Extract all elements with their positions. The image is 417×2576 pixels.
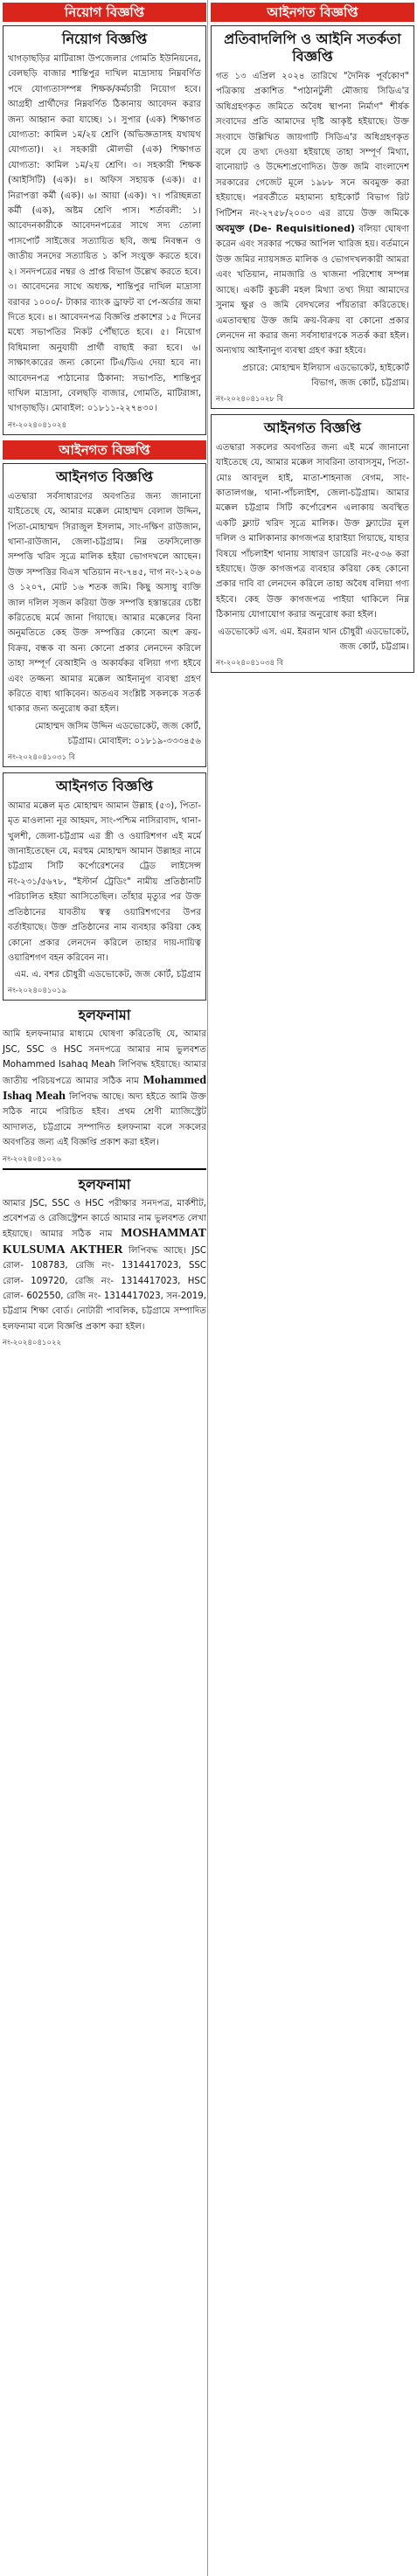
notice-signature: প্রচারে: মোহাম্মদ ইলিয়াস এডভোকেট, হাইকোর্ট বিভাগ, জজ কোর্ট, চট্টগ্রাম। [242, 363, 409, 388]
notice-heading: প্রতিবাদলিপি ও আইনি সতর্কতা বিজ্ঞপ্তি [224, 31, 401, 65]
affidavit-heading: হলফনামা [78, 1007, 131, 1024]
notice-ref: নং-২০২৪০৪১০৩৪ বি [216, 658, 283, 668]
notice-emphasis: অবমুক্ত (De- Requisitioned) [216, 223, 356, 235]
notice-box [3, 463, 206, 767]
notice-body: আমার মক্কেল মৃত মোহাম্মদ আমান উল্লাহ (৫৩), পিতা-মৃত মাওলানা নূর আহমদ, সাং-পশ্চিম নাসিরাবাদ, থানা-খুলশী, জেলা-চট্টগ্রাম এর স্ত্রী ও ওয়ারিশগণ এই মর্মে জানাইতেছেন যে, মরহুম মোহাম্মদ আমান উল্লাহর নামে চট্টগ্রাম সিটি কর্পোরেশনের ট্রেড লাইসেন্স নং-২৩১/৫৬৭৮, "ইস্টার্ন ট্রেডিং" নামীয় প্রতিষ্ঠানটি পরিচালিত হইয়া আসিতেছিল। তাঁহার মৃত্যুর পর উক্ত প্রতিষ্ঠানের যাবতীয় স্বত্ব ওয়ারিশগণের উপর বর্তাইয়াছে। উক্ত প্রতিষ্ঠানের নাম ব্যবহার করিয়া কেহ কোনো প্রকার লেনদেন করিলে তাহার দায়-দায়িত্ব ওয়ারিশগণ বহন করিবেন না। [8, 800, 201, 963]
notice-ref: নং-২০২৪০৪১০২৪ [8, 420, 67, 430]
recruitment-notice [3, 3, 206, 435]
affidavit-text-2: লিপিবদ্ধ আছে। অদ্য হইতে আমি উক্ত সঠিক নামে পরিচিত হইব। প্রথম শ্রেণী ম্যাজিস্ট্রেট আদালত, চট্টগ্রামে সম্পাদিত হলফনামা বলে সকলের অবগতির জন্য এই বিজ্ঞপ্তি প্রকাশ করা হইল। [3, 1091, 206, 1148]
notice-box [211, 25, 414, 409]
notice-body: এতদ্বারা সকলের অবগতির জন্য এই মর্মে জানানো যাইতেছে যে, আমার মক্কেল সাবরিনা তাবাসসুম, পিতা-মোঃ আবদুল হাই, মাতা-শাহনাজ বেগম, সাং-কাতালগঞ্জ, থানা-পাঁচলাইশ, জেলা-চট্টগ্রাম। আমার মক্কেল চট্টগ্রাম সিটি কর্পোরেশন এলাকায় অবস্থিত একটি ফ্ল্যাট খরিদ সূত্রে মালিক। উক্ত ফ্ল্যাটের মূল দলিল ও মালিকানার কাগজপত্র হারাইয়া গিয়াছে, যাহার বিষয়ে পাঁচলাইশ থানায় সাধারণ ডায়েরি নং-৫৩৬ করা হইয়াছে। উক্ত কাগজপত্র ব্যবহার করিয়া কেহ কোনো প্রকার দাবি বা লেনদেন করিলে তাহা অবৈধ বলিয়া গণ্য হইবে। কেহ উক্ত কাগজপত্র পাইয়া থাকিলে নিম্ন ঠিকানায় যোগাযোগ করার অনুরোধ করা হইল। [216, 442, 409, 620]
notice-box [3, 772, 206, 1001]
notice-body: খাগড়াছড়ির মাটিরাঙ্গা উপজেলার গোমতি ইউনিয়নের, বেলছড়ি বাজার শান্তিপুর দাখিল মাদ্রাসায় নিম্নবর্ণিত পদে যোগ্যতাসম্পন্ন শিক্ষক/কর্মচারী নিয়োগ হবে। আগ্রহী প্রার্থীদের নিম্নবর্ণিত ঠিকানায় আবেদন করার জন্য আহ্বান করা যাচ্ছে। ১। সুপার (এক) শিক্ষাগত যোগ্যতা: কামিল ১ম/২য় শ্রেণি (অভিজ্ঞতাসহ যথাযথ যোগ্যতা)। ২। সহকারী মৌলভী (এক) শিক্ষাগত যোগ্যতা: কামিল ১ম/২য় শ্রেণি। ৩। সহকারী শিক্ষক (আইসিটি) (এক)। ৪। অফিস সহায়ক (এক)। ৫। নিরাপত্তা কর্মী (এক)। ৬। আয়া (এক)। ৭। পরিচ্ছন্নতা কর্মী (এক), অষ্টম শ্রেণি পাস। শর্তাবলী: ১। আবেদনকারীকে আবেদনপত্রের সাথে সদ্য তোলা পাসপোর্ট সাইজের সত্যায়িত ছবি, জন্ম নিবন্ধন ও জাতীয় সনদের সত্যায়িত ১ কপি সংযুক্ত করতে হবে। ২। সনদপত্রের নম্বর ও প্রাপ্ত বিভাগ উল্লেখ করতে হবে। ৩। আবেদনের সাথে অধ্যক্ষ, শান্তিপুর দাখিল মাদ্রাসা বরাবর ১০০০/- টাকার ব্যাংক ড্রাফট বা পে-অর্ডার জমা দিতে হবে। ৪। আবেদনপত্র বিজ্ঞপ্তি প্রকাশের ১৫ দিনের মধ্যে সভাপতির নিকট পৌঁছাতে হবে। ৫। নিয়োগ বিধিমালা অনুযায়ী প্রার্থী বাছাই করা হবে। ৬। সাক্ষাৎকারের জন্য কোনো টিএ/ডিএ দেয়া হবে না। আবেদনপত্র পাঠানোর ঠিকানা: সভাপতি, শান্তিপুর দাখিল মাদ্রাসা, বেলছড়ি বাজার, গোমতি, মাটিরাঙ্গা, খাগড়াছড়ি। মোবাইল: ০১৮১১-২২৭৪৩০। [8, 54, 201, 414]
notice-ref: নং-২০২৪০৪১০২৮ বি [216, 394, 283, 404]
affidavit-text: আমার JSC, SSC ও HSC পরীক্ষার সনদপত্র, মার্কশীট, প্রবেশপত্র ও রেজিস্ট্রেশন কার্ডে আমার নাম ভুলবশত লেখা হইয়াছে। আমার সঠিক নাম [3, 1198, 206, 1240]
legal-notice-2 [3, 772, 206, 1001]
column-divider [207, 0, 208, 2576]
notice-ref: নং-২০২৪০৪১০১৯ [8, 987, 67, 996]
left-column [3, 0, 206, 1354]
notice-heading: আইনগত বিজ্ঞপ্তি [55, 777, 154, 794]
notice-heading: আইনগত বিজ্ঞপ্তি [263, 419, 362, 436]
section-banner: আইনগত বিজ্ঞপ্তি [211, 3, 414, 22]
affidavit-name: MOSHAMMAT KULSUMA AKTHER [3, 1227, 206, 1257]
section-banner: নিয়োগ বিজ্ঞপ্তি [3, 3, 206, 22]
affidavit-body [3, 1196, 206, 1335]
notice-body [216, 69, 409, 359]
affidavit-1 [3, 1006, 206, 1169]
affidavit-2 [3, 1175, 206, 1349]
notice-signature: এম. এ. বশর চৌধুরী এডভোকেট, জজ কোর্ট, চট্টগ্রাম [14, 970, 201, 980]
affidavit-ref: নং-২০২৪০৪১০২৬ [3, 1154, 62, 1164]
notice-signature: এডভোকেট এস. এম. ইমরান খান চৌধুরী এডভোকেট, জজ কোর্ট, চট্টগ্রাম। [218, 627, 409, 652]
notice-ref: নং-২০২৪০৪১০৩১ বি [8, 752, 75, 762]
legal-notice-3 [211, 414, 414, 673]
notice-body: এতদ্বারা সর্বসাধারণের অবগতির জন্য জানানো যাইতেছে যে, আমার মক্কেল মোহাম্মদ বেলাল উদ্দিন, পিতা-মোহাম্মদ সিরাজুল ইসলাম, সাং-দক্ষিণ রাউজান, থানা-রাউজান, জেলা-চট্টগ্রাম। নিম্ন তফসিলোক্ত সম্পত্তি খরিদ সূত্রে মালিক হইয়া ভোগদখলে আছেন। উক্ত সম্পত্তির বিএস খতিয়ান নং-৭৪৫, দাগ নং-১২০৬ ও ১২০৭, মোট ১৬ শতক জমি। কিছু অসাধু ব্যক্তি জাল দলিল সৃজন করিয়া উক্ত সম্পত্তি হস্তান্তরের চেষ্টা করিতেছে মর্মে জানা গিয়াছে। আমার মক্কেলের বিনা অনুমতিতে কেহ উক্ত সম্পত্তির কোনো অংশ ক্রয়-বিক্রয়, বন্ধক বা অন্য কোনো প্রকার লেনদেন করিলে তাহা সম্পূর্ণ বেআইনি ও অকার্যকর বলিয়া গণ্য হইবে এবং তজ্জন্য আমার মক্কেল আইনানুগ ব্যবস্থা গ্রহণ করিতে বাধ্য থাকিবেন। অতএব সংশ্লিষ্ট সকলকে সতর্ক থাকার জন্য অনুরোধ করা হইল। [8, 491, 201, 715]
notice-heading: আইনগত বিজ্ঞপ্তি [55, 467, 154, 485]
affidavit-ref: নং-২০২৪০৪১০২২ [3, 1339, 62, 1348]
protest-notice [211, 3, 414, 409]
notice-heading: নিয়োগ বিজ্ঞপ্তি [61, 31, 148, 47]
section-banner: আইনগত বিজ্ঞপ্তি [3, 440, 206, 460]
affidavit-name: Mohammed Ishaq Meah [3, 1073, 207, 1103]
affidavit-text: আমি হলফনামার মাধ্যমে ঘোষণা করিতেছি যে, আমার JSC, SSC ও HSC সনদপত্রে আমার নাম ভুলবশত Mohammed Isahaq Meah লিপিবদ্ধ হইয়াছে। আমার জাতীয় পরিচয়পত্রে আমার সঠিক নাম [3, 1029, 206, 1086]
notice-box [211, 414, 414, 673]
notice-signature: মোহাম্মদ জসিম উদ্দিন এডভোকেট, জজ কোর্ট, চট্টগ্রাম। মোবাইল: ০১৮১৯-৩৩৩৪৫৬ [34, 721, 201, 746]
notice-text-2: বলিয়া ঘোষণা করেন এবং সরকার পক্ষের আপিল খারিজ হয়। বর্তমানে উক্ত জমির ন্যায়সঙ্গত মালিক ও ভোগদখলকারী আমরা এবং খতিয়ান, নামজারি ও খাজনা পরিশোধ সম্পন্ন আছে। একটি কুচক্রী মহল মিথ্যা তথ্য দিয়া আমাদের সুনাম ক্ষুণ্ণ ও জমি বেদখলের পাঁয়তারা করিতেছে। এমতাবস্থায় উক্ত জমি ক্রয়-বিক্রয় বা কোনো প্রকার লেনদেন না করার জন্য সর্বসাধারণকে সতর্ক করা হইল। অন্যথায় আইনানুগ ব্যবস্থা গ্রহণ করা হইবে। [216, 225, 409, 357]
separator-rule [3, 1168, 206, 1170]
affidavit-body [3, 1027, 206, 1150]
affidavit-text-2: লিপিবদ্ধ আছে। JSC রোল- 108783, রেজি নং- 1314417023, SSC রোল- 109720, রেজি নং- 1314417023, HSC রোল- 602550, রেজি নং- 1314417023, সন-2019, চট্টগ্রাম শিক্ষা বোর্ড। নোটারী পাবলিক, চট্টগ্রামে সম্পাদিত হলফনামা বলে বিজ্ঞপ্তি প্রকাশ করা হইল। [3, 1245, 206, 1332]
affidavit-heading: হলফনামা [78, 1175, 131, 1193]
right-column [211, 0, 414, 678]
notice-box [3, 25, 206, 435]
legal-notice-1 [3, 440, 206, 767]
notice-text: গত ১৩ এপ্রিল ২০২৪ তারিখে "দৈনিক পূর্বকোণ" পত্রিকায় প্রকাশিত "পাঠানটুলী মৌজায় সিডিএ'র অধিগ্রহণকৃত জমিতে অবৈধ স্থাপনা নির্মাণ" শীর্ষক সংবাদের প্রতি আমাদের দৃষ্টি আকৃষ্ট হইয়াছে। উক্ত সংবাদে উল্লিখিত জায়গাটি সিডিএ'র অধিগ্রহণকৃত বলে যে তথ্য দেওয়া হইয়াছে তাহা সম্পূর্ণ মিথ্যা, বানোয়াট ও উদ্দেশ্যপ্রণোদিত। উক্ত জমি বাংলাদেশ সরকারের গেজেট মূলে ১৯৮৮ সনে অবমুক্ত করা হইয়াছে। পরবর্তীতে মহামান্য হাইকোর্ট বিভাগ রিট পিটিশন নং-২৭৫৮/২০০৩ এর রায়ে উক্ত জমিকে [216, 72, 409, 218]
